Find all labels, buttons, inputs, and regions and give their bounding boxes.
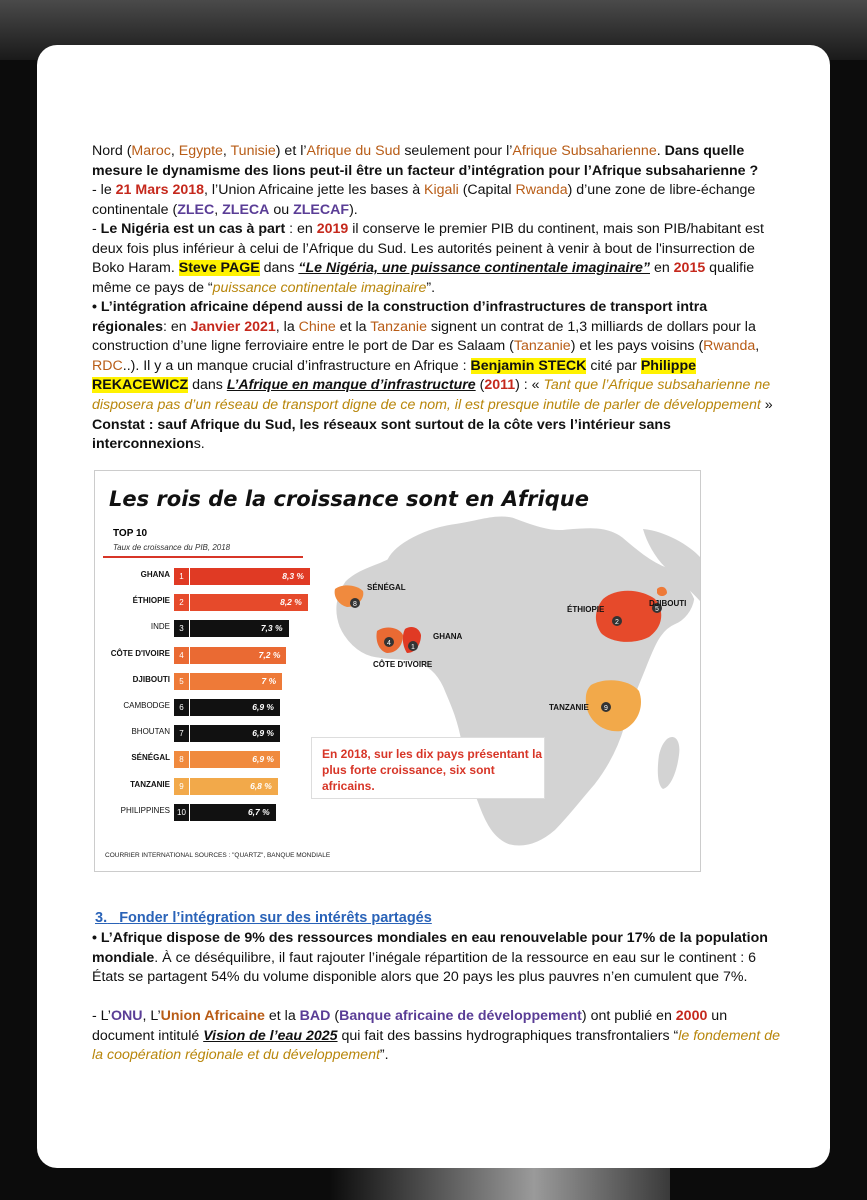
link-egypte: Egypte <box>178 143 223 159</box>
bar: 8,3 % <box>190 568 310 585</box>
bar-rank: 10 <box>174 804 189 821</box>
link-tunisie: Tunisie <box>230 143 276 159</box>
bar-category-label: DJIBOUTI <box>132 674 170 684</box>
callout-text: En 2018, sur les dix pays présentant la plus forte croissance, six sont africains. <box>322 747 543 793</box>
doc-vision-eau: Vision de l’eau 2025 <box>203 1027 338 1044</box>
madagascar-shape <box>658 737 680 789</box>
paragraph-vision-eau: - L’ONU, L’Union Africaine et la BAD (Banque africaine de développement) ont publié en 2000 un document intitulé Vision de l’eau 2025 qui fait des bassins hydrographiques transfrontaliers “le fondement de la coopération régionale et du développement”. <box>92 1008 780 1064</box>
acronym-zleca: ZLECA <box>222 201 270 218</box>
bar-category-label: GHANA <box>140 570 170 579</box>
callout-box <box>311 737 545 799</box>
problem-question: Dans quelle mesure le dynamisme des lions peut-il être un facteur d’intégration pour l’Afrique subsaharienne ? <box>92 143 759 179</box>
org-union-africaine: Union Africaine <box>160 1008 265 1024</box>
acronym-zlec: ZLEC <box>177 201 215 218</box>
author-rekacewicz: Philippe REKACEWICZ <box>92 357 697 394</box>
place-rwanda: Rwanda <box>515 182 568 198</box>
place-rdc: RDC <box>92 357 123 374</box>
section-number: 3. <box>95 910 108 926</box>
marker-2: 2 <box>615 619 619 626</box>
year-2019: 2019 <box>316 221 349 237</box>
year-2015: 2015 <box>673 260 706 277</box>
bar-row <box>95 568 315 585</box>
bar: 7 % <box>190 673 282 690</box>
link-subsaharienne: Afrique Subsaharienne <box>512 143 657 159</box>
acronym-zlecaf: ZLECAF <box>293 201 350 218</box>
bar-category-label: TANZANIE <box>130 779 170 789</box>
bar-rank: 6 <box>174 699 189 716</box>
bar: 6,8 % <box>190 778 278 795</box>
map-label-senegal: SÉNÉGAL <box>367 583 406 592</box>
bar-category-label: ÉTHIOPIE <box>132 596 170 606</box>
book-title-nigeria: “Le Nigéria, une puissance continentale imaginaire” <box>298 260 650 277</box>
date-2021: Janvier 2021 <box>190 318 276 335</box>
section-heading-3 <box>95 910 432 926</box>
bar-row <box>95 699 315 716</box>
bar: 6,9 % <box>190 725 280 742</box>
constat: Constat : sauf Afrique du Sud, les réseaux sont surtout de la côte vers l’intérieur sans interconnexion <box>92 416 671 453</box>
bar: 6,9 % <box>190 699 280 716</box>
bar-row <box>95 751 315 768</box>
bar: 7,3 % <box>190 620 289 637</box>
chart-divider <box>103 556 303 558</box>
map-label-ethiopie: ÉTHIOPIE <box>567 605 605 614</box>
bar-rank: 5 <box>174 673 189 690</box>
paragraph-water: • L’Afrique dispose de 9% des ressources mondiales en eau renouvelable pour 17% de la population mondiale. À ce déséquilibre, il faut rajouter l’inégale répartition de la ressource en eau sur le continent : 6 États se partagent 54% du volume disponible alors que 20 pays les plus pauvres n’en cumulent que 7%. <box>92 930 768 986</box>
bar: 6,9 % <box>190 751 280 768</box>
link-afrique-sud: Afrique du Sud <box>306 143 401 159</box>
paragraph-intro: Nord (Maroc, Egypte, Tunisie) et l’Afrique du Sud seulement pour l’Afrique Subsaharienne. Dans quelle mesure le dynamisme des lions peut-il être un facteur d’intégration pour l’Afrique subsaharienne ? <box>92 143 759 179</box>
book-title-infrastructure: L’Afrique en manque d’infrastructure <box>226 377 476 394</box>
map-label-tanzanie: TANZANIE <box>549 703 589 712</box>
bar-row <box>95 620 315 637</box>
map-label-cote-divoire: CÔTE D'IVOIRE <box>373 660 433 669</box>
bar-row <box>95 804 315 821</box>
bar-rank: 7 <box>174 725 189 742</box>
link-maroc: Maroc <box>131 143 171 159</box>
bar: 7,2 % <box>190 647 286 664</box>
growth-infographic <box>94 470 701 872</box>
org-onu: ONU <box>110 1008 143 1024</box>
org-bad: BAD <box>299 1008 331 1024</box>
bar-rank: 9 <box>174 778 189 795</box>
bar-rank: 4 <box>174 647 189 664</box>
bar-category-label: SÉNÉGAL <box>131 753 170 763</box>
org-bad-full: Banque africaine de développement <box>339 1008 582 1024</box>
infographic-title: Les rois de la croissance sont en Afrique <box>109 487 589 511</box>
place-chine: Chine <box>298 318 336 335</box>
place-kigali: Kigali <box>424 182 459 198</box>
bar-category-label: BHOUTAN <box>131 727 170 737</box>
bar-category-label: PHILIPPINES <box>120 805 170 815</box>
paragraph-nigeria: - Le Nigéria est un cas à part : en 2019 il conserve le premier PIB du continent, mais son PIB/habitant est deux fois plus inférieur à celui de l’Afrique du Sud. Les autorités peinent à venir à bout de l'insurrection de Boko Haram. Steve PAGE dans “Le Nigéria, une puissance continentale imaginaire” en 2015 qualifie même ce pays de “puissance continentale imaginaire”. <box>92 221 764 296</box>
marker-5: 5 <box>655 606 659 613</box>
document-page <box>37 45 830 1168</box>
year-2000: 2000 <box>675 1008 708 1024</box>
quote-steck: Tant que l’Afrique subsaharienne ne disposera pas d’un réseau de transport digne de ce nom, il est presque inutile de parler de développement <box>92 377 771 413</box>
quote-fondement: le fondement de la coopération régionale et du développement <box>92 1027 780 1064</box>
bar-category-label: CAMBODGE <box>123 701 170 710</box>
chart-caption: Taux de croissance du PIB, 2018 <box>113 543 231 552</box>
nigeria-heading: Le Nigéria est un cas à part <box>100 221 286 237</box>
chart-source: COURRIER INTERNATIONAL SOURCES : "QUARTZ", BANQUE MONDIALE <box>105 852 331 859</box>
author-steve-page: Steve PAGE <box>178 260 260 277</box>
place-tanzanie-2: Tanzanie <box>513 338 571 355</box>
bar-category-label: CÔTE D'IVOIRE <box>110 648 170 658</box>
bar-row <box>95 725 315 742</box>
bullet-infrastructure: • L’intégration africaine dépend aussi de la construction d’infrastructures de transport intra régionales <box>92 299 708 335</box>
marker-8: 8 <box>353 601 357 608</box>
paragraph-zlec: - le 21 Mars 2018, l’Union Africaine jette les bases à Kigali (Capital Rwanda) d’une zone de libre-échange continentale (ZLEC, ZLECA ou ZLECAF). <box>92 182 756 218</box>
map-label-djibouti: DJIBOUTI <box>649 599 687 608</box>
bar-rank: 1 <box>174 568 189 585</box>
date-2018: 21 Mars 2018 <box>115 182 205 198</box>
quote-puissance: puissance continentale imaginaire <box>212 279 427 296</box>
top10-label: TOP 10 <box>113 528 148 539</box>
bar-row <box>95 673 315 690</box>
paragraph-infrastructure: • L’intégration africaine dépend aussi de la construction d’infrastructures de transport intra régionales: en Janvier 2021, la Chine et la Tanzanie signent un contrat de 1,3 milliards de dollars pour la construction d’une ligne ferroviaire entre le port de Dar es Salaam (Tanzanie) et les pays voisins (Rwanda, RDC..). Il y a un manque crucial d’infrastructure en Afrique : Benjamin STECK cité par Philippe REKACEWICZ dans L’Afrique en manque d’infrastructure (2011) : « Tant que l’Afrique subsaharienne ne disposera pas d’un réseau de transport digne de ce nom, il est presque inutile de parler de développement » Constat : sauf Afrique du Sud, les réseaux sont surtout de la côte vers l’intérieur sans interconnexions. <box>92 299 773 453</box>
section-title: Fonder l’intégration sur des intérêts partagés <box>119 910 432 926</box>
marker-9: 9 <box>604 705 608 712</box>
bullet-water: • L’Afrique dispose de 9% des ressources mondiales en eau renouvelable pour 17% de la population mondiale <box>92 930 768 966</box>
bar-row <box>95 647 315 664</box>
map-label-ghana: GHANA <box>433 632 463 641</box>
year-2011: 2011 <box>484 377 516 394</box>
bar-row <box>95 778 315 795</box>
bar: 8,2 % <box>190 594 308 611</box>
place-rwanda-2: Rwanda <box>703 338 756 355</box>
bar-rank: 2 <box>174 594 189 611</box>
bottom-background <box>330 1168 670 1200</box>
marker-1: 1 <box>411 644 415 651</box>
bar-rank: 3 <box>174 620 189 637</box>
bar-rank: 8 <box>174 751 189 768</box>
bar-category-label: INDE <box>150 622 170 632</box>
marker-4: 4 <box>387 640 391 647</box>
bar: 6,7 % <box>190 804 276 821</box>
place-tanzanie: Tanzanie <box>370 318 427 335</box>
author-steck: Benjamin STECK <box>470 357 587 374</box>
bar-row <box>95 594 315 611</box>
